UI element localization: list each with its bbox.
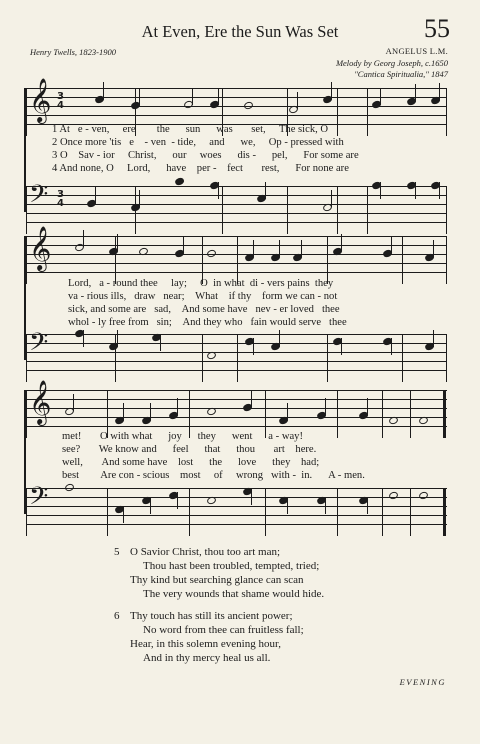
hymn-number: 55 bbox=[424, 14, 450, 43]
verse-line: Thy touch has still its ancient power; bbox=[130, 610, 293, 622]
lyric-line-s2-v1: Lord, a - round thee lay; O in what di - vers pains they bbox=[68, 278, 334, 289]
lyric-line-s2-v3: sick, and some are sad, And some have nev - er loved thee bbox=[68, 304, 340, 315]
bass-staff bbox=[26, 328, 447, 382]
treble-clef-icon: 𝄞 bbox=[29, 78, 52, 122]
lyric-line-s1-v1: 1 At e - ven, ere the sun was set, The sick, O bbox=[52, 124, 329, 135]
verse-line: Thy kind but searching glance can scan bbox=[130, 574, 304, 586]
treble-clef-icon: 𝄞 bbox=[29, 226, 52, 270]
lyric-line-s2-v4: whol - ly free from sin; And they who fain would serve thee bbox=[68, 317, 347, 328]
treble-clef-icon: 𝄞 bbox=[29, 380, 52, 424]
verse-line: O Savior Christ, thou too art man; bbox=[130, 546, 281, 558]
verse-line: No word from thee can fruitless fall; bbox=[143, 624, 304, 636]
tune-name: ANGELUS L.M. bbox=[385, 46, 448, 56]
melody-credit: Melody by Georg Joseph, c.1650 bbox=[335, 58, 448, 68]
source-credit: "Cantica Spiritualia," 1847 bbox=[354, 69, 448, 79]
lyric-line-s2-v2: va - rious ills, draw near; What if thy form we can - not bbox=[68, 291, 338, 302]
lyric-line-s3-v4: best Are con - scious most of wrong with - in. A - men. bbox=[62, 470, 365, 481]
topic-label: EVENING bbox=[399, 677, 446, 687]
bass-clef-icon: 𝄢 bbox=[29, 328, 49, 363]
verse-line: Thou hast been troubled, tempted, tried; bbox=[143, 560, 320, 572]
lyric-line-s3-v2: see? We know and feel that thou art here. bbox=[62, 444, 317, 455]
bass-staff: 𝄢 3 4 bbox=[26, 186, 447, 234]
author-credit: Henry Twells, 1823-1900 bbox=[30, 47, 117, 57]
lyric-line-s1-v4: 4 And none, O Lord, have per - fect rest, For none are bbox=[52, 163, 349, 174]
hymn-title: At Even, Ere the Sun Was Set bbox=[141, 22, 339, 41]
lyric-line-s3-v3: well, And some have lost the love they had; bbox=[62, 457, 320, 468]
bass-staff bbox=[26, 482, 447, 536]
verse-line: And in thy mercy heal us all. bbox=[143, 652, 271, 664]
treble-staff bbox=[26, 226, 447, 284]
verse-6-number: 6 bbox=[114, 610, 120, 622]
verse-5-number: 5 bbox=[114, 546, 120, 558]
lyric-line-s1-v3: 3 O Sav - ior Christ, our woes dis - pel, For some are bbox=[52, 150, 359, 161]
bass-clef-icon: 𝄢 bbox=[29, 482, 49, 517]
bass-clef-icon: 𝄢 bbox=[29, 180, 49, 215]
lyric-line-s3-v1: met! O with what joy they went a - way! bbox=[62, 431, 304, 442]
verse-line: Hear, in this solemn evening hour, bbox=[130, 638, 281, 650]
verse-line: The very wounds that shame would hide. bbox=[143, 588, 325, 600]
treble-staff: 𝄞 3 4 bbox=[26, 88, 447, 136]
lyric-line-s1-v2: 2 Once more 'tis e - ven - tide, and we, Op - pressed with bbox=[52, 137, 344, 148]
